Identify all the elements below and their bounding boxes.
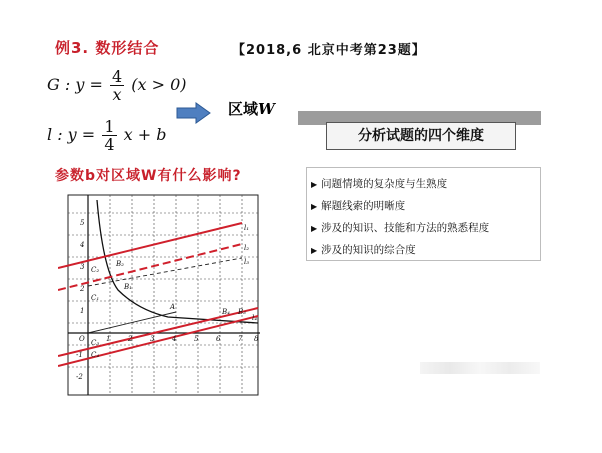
region-label [228, 98, 275, 119]
blurred-strip [420, 362, 540, 374]
formula-g-cond: (x > 0) [131, 75, 187, 94]
bullet-icon: ▶ [311, 246, 318, 255]
x-tick-4: 4 [172, 335, 177, 343]
coordinate-graph [58, 190, 268, 400]
formula-g-den: x [112, 85, 122, 104]
y-tick-4: 4 [80, 241, 85, 249]
bullet-icon: ▶ [311, 180, 318, 189]
formula-l [47, 118, 166, 153]
list-item-text: 涉及的知识的综合度 [321, 244, 416, 256]
bullet-icon: ▶ [311, 202, 318, 211]
origin-label: O [79, 335, 85, 343]
x-tick-1: 1 [106, 335, 111, 343]
list-item-text: 问题情境的复杂度与生熟度 [321, 178, 448, 190]
right-arrow-icon [176, 102, 212, 124]
list-item-text: 涉及的知识、技能和方法的熟悉程度 [321, 222, 490, 234]
list-item [311, 220, 489, 235]
formula-l-num: 1 [104, 117, 115, 136]
x-tick-8: 8 [254, 335, 259, 343]
y-tick-3: 3 [80, 263, 85, 271]
list-item [311, 176, 447, 191]
y-tick-2: 2 [80, 285, 85, 293]
x-tick-5: 5 [194, 335, 199, 343]
y-tick-5: 5 [80, 219, 85, 227]
x-tick-3: 3 [150, 335, 155, 343]
formula-g-prefix: G : y = [47, 75, 103, 94]
formula-g-num: 4 [111, 67, 123, 86]
region-var: W [258, 100, 275, 118]
formula-g-fraction [110, 68, 124, 103]
label-b4: B₄ [222, 308, 230, 316]
label-c3: C₃ [91, 339, 100, 347]
label-a: A [170, 303, 176, 311]
list-item [311, 242, 416, 257]
source-label: 【2018,6 北京中考第23题】 [232, 43, 426, 58]
list-item [311, 198, 405, 213]
label-l2: l₂ [244, 244, 250, 252]
x-tick-7: 7 [238, 335, 243, 343]
label-l4: l₄ [252, 314, 258, 322]
label-l1: l₁ [244, 224, 250, 232]
x-tick-2: 2 [128, 335, 133, 343]
label-b2: B₂ [116, 260, 124, 268]
formula-l-suffix: x + b [123, 125, 167, 144]
dimension-list [306, 167, 541, 261]
formula-l-prefix: l : y = [47, 125, 96, 144]
list-item-text: 解题线索的明晰度 [321, 200, 406, 212]
label-l3: l₃ [244, 258, 250, 266]
region-text: 区域 [228, 100, 259, 118]
y-tick-1: 1 [80, 307, 85, 315]
formula-g [47, 68, 187, 103]
label-c4: C₄ [91, 351, 100, 359]
question-text: 参数b对区域W有什么影响? [55, 168, 242, 184]
formula-l-den: 4 [104, 135, 115, 154]
formula-l-fraction [102, 118, 116, 153]
label-c2: C₂ [91, 266, 100, 274]
panel-title: 分析试题的四个维度 [326, 122, 516, 150]
y-tick-neg1: -1 [76, 351, 83, 359]
x-tick-6: 6 [216, 335, 221, 343]
label-b3: B₃ [238, 308, 246, 316]
y-tick-neg2: -2 [76, 373, 83, 381]
label-c1: C₁ [91, 294, 100, 302]
example-title: 例3. 数形结合 [55, 39, 160, 57]
bullet-icon: ▶ [311, 224, 318, 233]
label-b1: B₁ [124, 283, 132, 291]
